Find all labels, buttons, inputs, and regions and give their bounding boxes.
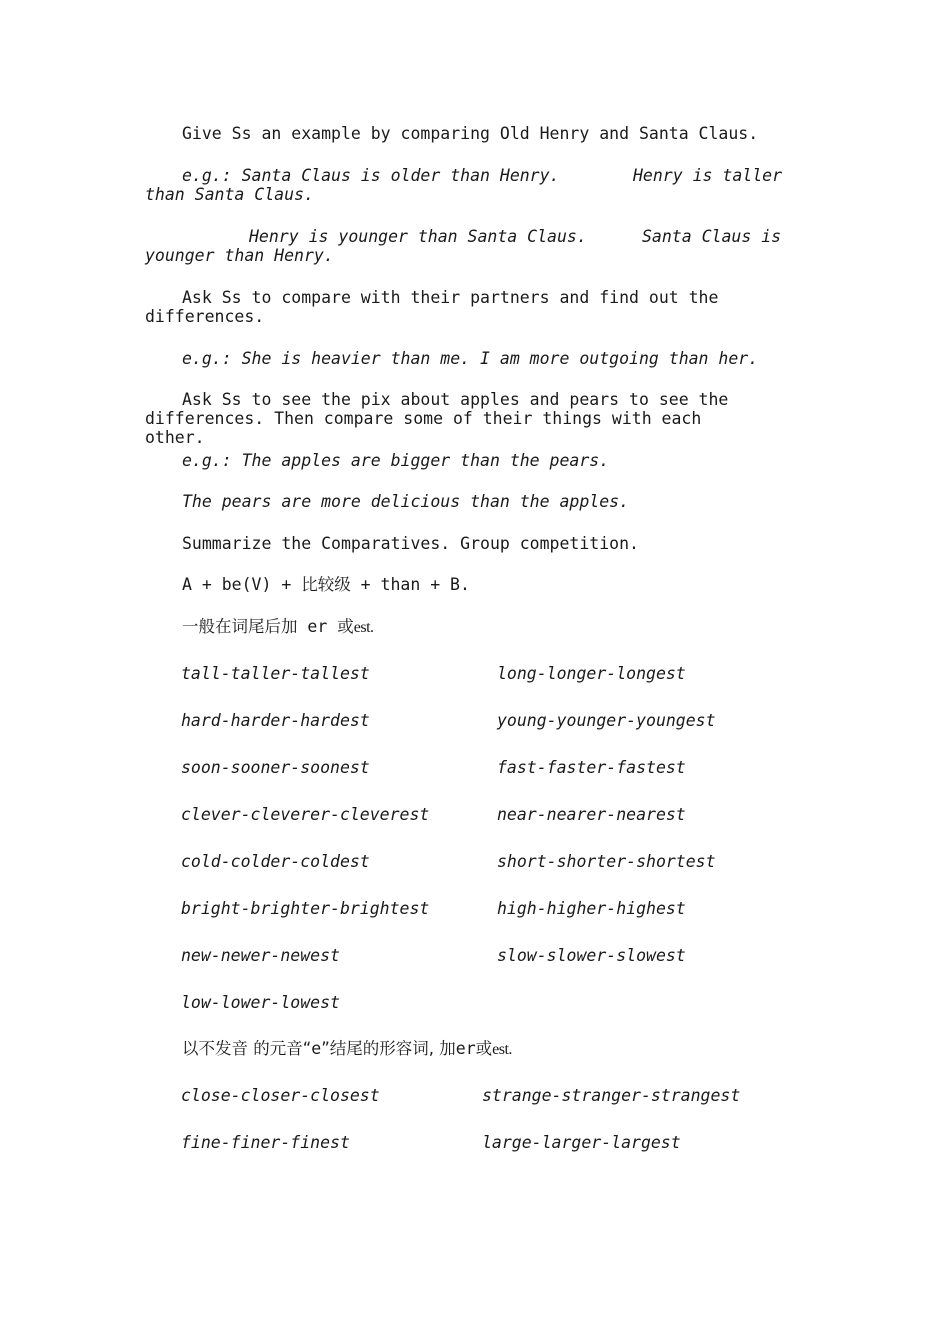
rule-text: 或 [337, 617, 354, 636]
example-text: Santa Claus is [642, 227, 782, 246]
formula-part: + than + B. [350, 575, 470, 594]
example-text: e.g.: Santa Claus is older than Henry. [182, 166, 560, 185]
paragraph-summarize: Summarize the Comparatives. Group competition. [182, 534, 639, 553]
paragraph-partners: Ask Ss to compare with their partners and find out the differences. [145, 288, 729, 326]
rule-text: 一般在词尾后加 [182, 617, 298, 636]
word-form: low-lower-lowest [181, 993, 340, 1012]
example-younger [145, 227, 785, 265]
comparative-formula [145, 575, 785, 594]
rule-text: ”结尾的形容词, 加 [321, 1039, 456, 1058]
word-form: young-younger-youngest [497, 711, 716, 730]
example-heavier: e.g.: She is heavier than me. I am more outgoing than her. [182, 349, 759, 368]
example-apples: e.g.: The apples are bigger than the pears. [182, 451, 610, 470]
formula-part: 比较级 [301, 575, 351, 594]
word-form: high-higher-highest [497, 899, 686, 918]
word-form: hard-harder-hardest [181, 711, 370, 730]
rule-text: 或 [475, 1039, 493, 1058]
example-pears: The pears are more delicious than the apples. [182, 492, 630, 511]
rule-text: 以不发音 的元音“ [182, 1039, 312, 1058]
word-form: large-larger-largest [482, 1133, 681, 1152]
example-text: than Santa Claus. [145, 185, 314, 204]
example-text: Henry is taller [633, 166, 783, 185]
word-form: cold-colder-coldest [181, 852, 370, 871]
word-form: fine-finer-finest [181, 1133, 350, 1152]
word-form: strange-stranger-strangest [482, 1086, 741, 1105]
rule-text: est. [353, 619, 374, 636]
word-form: short-shorter-shortest [497, 852, 716, 871]
word-form: soon-sooner-soonest [181, 758, 370, 777]
word-form: fast-faster-fastest [497, 758, 686, 777]
word-form: near-nearer-nearest [497, 805, 686, 824]
paragraph-intro: Give Ss an example by comparing Old Henry and Santa Claus. [182, 124, 759, 143]
word-form: new-newer-newest [181, 946, 340, 965]
example-text: younger than Henry. [145, 246, 334, 265]
rule-text: e [311, 1039, 322, 1058]
rule-general [145, 617, 785, 637]
rule-silent-e [145, 1039, 785, 1059]
paragraph-apples-pears: Ask Ss to see the pix about apples and pears to see the differences. Then compare some of their things with each other. [145, 390, 739, 447]
example-santa-henry [145, 166, 785, 204]
word-form: clever-cleverer-cleverest [181, 805, 430, 824]
word-form: long-longer-longest [497, 664, 686, 683]
rule-text: er [297, 617, 338, 636]
example-text: Henry is younger than Santa Claus. [249, 227, 587, 246]
word-form: close-closer-closest [181, 1086, 380, 1105]
word-form: slow-slower-slowest [497, 946, 686, 965]
word-form: bright-brighter-brightest [181, 899, 430, 918]
word-form: tall-taller-tallest [181, 664, 370, 683]
rule-text: er [455, 1039, 476, 1058]
rule-text: est. [492, 1041, 512, 1058]
formula-part: A + be(V) + [182, 575, 302, 594]
